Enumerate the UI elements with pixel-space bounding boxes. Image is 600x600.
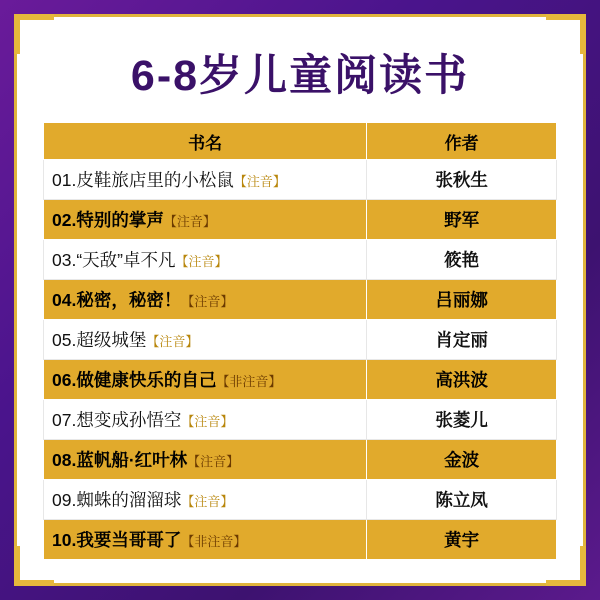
book-name: 超级城堡 <box>76 330 147 351</box>
table-row <box>44 280 557 320</box>
book-index: 10. <box>52 530 77 551</box>
book-name: 想变成孙悟空 <box>76 410 182 431</box>
book-author-cell: 筱艳 <box>367 240 557 280</box>
book-title-cell <box>44 240 367 280</box>
book-phonetic-tag: 【非注音】 <box>181 534 247 550</box>
book-index: 08. <box>52 450 77 471</box>
book-index: 04. <box>52 290 77 311</box>
book-title-cell <box>44 440 367 480</box>
table-row <box>44 200 557 240</box>
book-name: “天敌”卓不凡 <box>76 250 176 271</box>
book-index: 06. <box>52 370 77 391</box>
book-author-cell: 金波 <box>367 440 557 480</box>
book-phonetic-tag: 【注音】 <box>187 454 240 470</box>
table-row <box>44 240 557 280</box>
table-row <box>44 360 557 400</box>
book-name: 蓝帆船·红叶林 <box>76 450 188 471</box>
column-header-author: 作者 <box>367 123 557 160</box>
book-name: 皮鞋旅店里的小松鼠 <box>76 170 234 191</box>
book-author-cell: 吕丽娜 <box>367 280 557 320</box>
book-title-cell <box>44 320 367 360</box>
book-title-cell <box>44 520 367 560</box>
book-phonetic-tag: 【注音】 <box>146 334 199 350</box>
book-name: 蜘蛛的溜溜球 <box>76 490 182 511</box>
book-author-cell: 黄宇 <box>367 520 557 560</box>
book-title-cell <box>44 480 367 520</box>
book-author-cell: 张秋生 <box>367 160 557 200</box>
book-author-cell: 陈立凤 <box>367 480 557 520</box>
poster-inner-frame <box>14 14 586 586</box>
book-title-cell <box>44 360 367 400</box>
table-row <box>44 480 557 520</box>
book-author-cell: 野军 <box>367 200 557 240</box>
book-phonetic-tag: 【注音】 <box>175 254 228 270</box>
book-author-cell: 张菱儿 <box>367 400 557 440</box>
corner-ornament-bottom-left <box>14 546 54 586</box>
book-list-table <box>43 122 557 560</box>
book-phonetic-tag: 【注音】 <box>163 214 216 230</box>
book-phonetic-tag: 【注音】 <box>233 174 286 190</box>
book-title-cell <box>44 400 367 440</box>
book-author-cell: 肖定丽 <box>367 320 557 360</box>
corner-ornament-top-right <box>546 14 586 54</box>
book-name: 特别的掌声 <box>76 210 164 231</box>
table-row <box>44 160 557 200</box>
column-header-title: 书名 <box>44 123 367 160</box>
book-title-cell <box>44 160 367 200</box>
table-row <box>44 320 557 360</box>
page-title: 6-8岁儿童阅读书 <box>130 52 470 100</box>
table-row <box>44 400 557 440</box>
table-row <box>44 440 557 480</box>
corner-ornament-top-left <box>14 14 54 54</box>
book-index: 09. <box>52 490 77 511</box>
table-header-row <box>44 123 557 160</box>
book-index: 05. <box>52 330 77 351</box>
book-phonetic-tag: 【非注音】 <box>216 374 282 390</box>
book-index: 03. <box>52 250 77 271</box>
book-index: 01. <box>52 170 77 191</box>
book-author-cell: 高洪波 <box>367 360 557 400</box>
book-index: 07. <box>52 410 77 431</box>
table-row <box>44 520 557 560</box>
book-name: 我要当哥哥了 <box>76 530 182 551</box>
book-title-cell <box>44 200 367 240</box>
book-phonetic-tag: 【注音】 <box>181 494 234 510</box>
book-phonetic-tag: 【注音】 <box>181 414 234 430</box>
corner-ornament-bottom-right <box>546 546 586 586</box>
book-name: 秘密，秘密！ <box>76 290 182 311</box>
book-index: 02. <box>52 210 77 231</box>
book-phonetic-tag: 【注音】 <box>181 294 234 310</box>
book-title-cell <box>44 280 367 320</box>
book-name: 做健康快乐的自己 <box>76 370 217 391</box>
